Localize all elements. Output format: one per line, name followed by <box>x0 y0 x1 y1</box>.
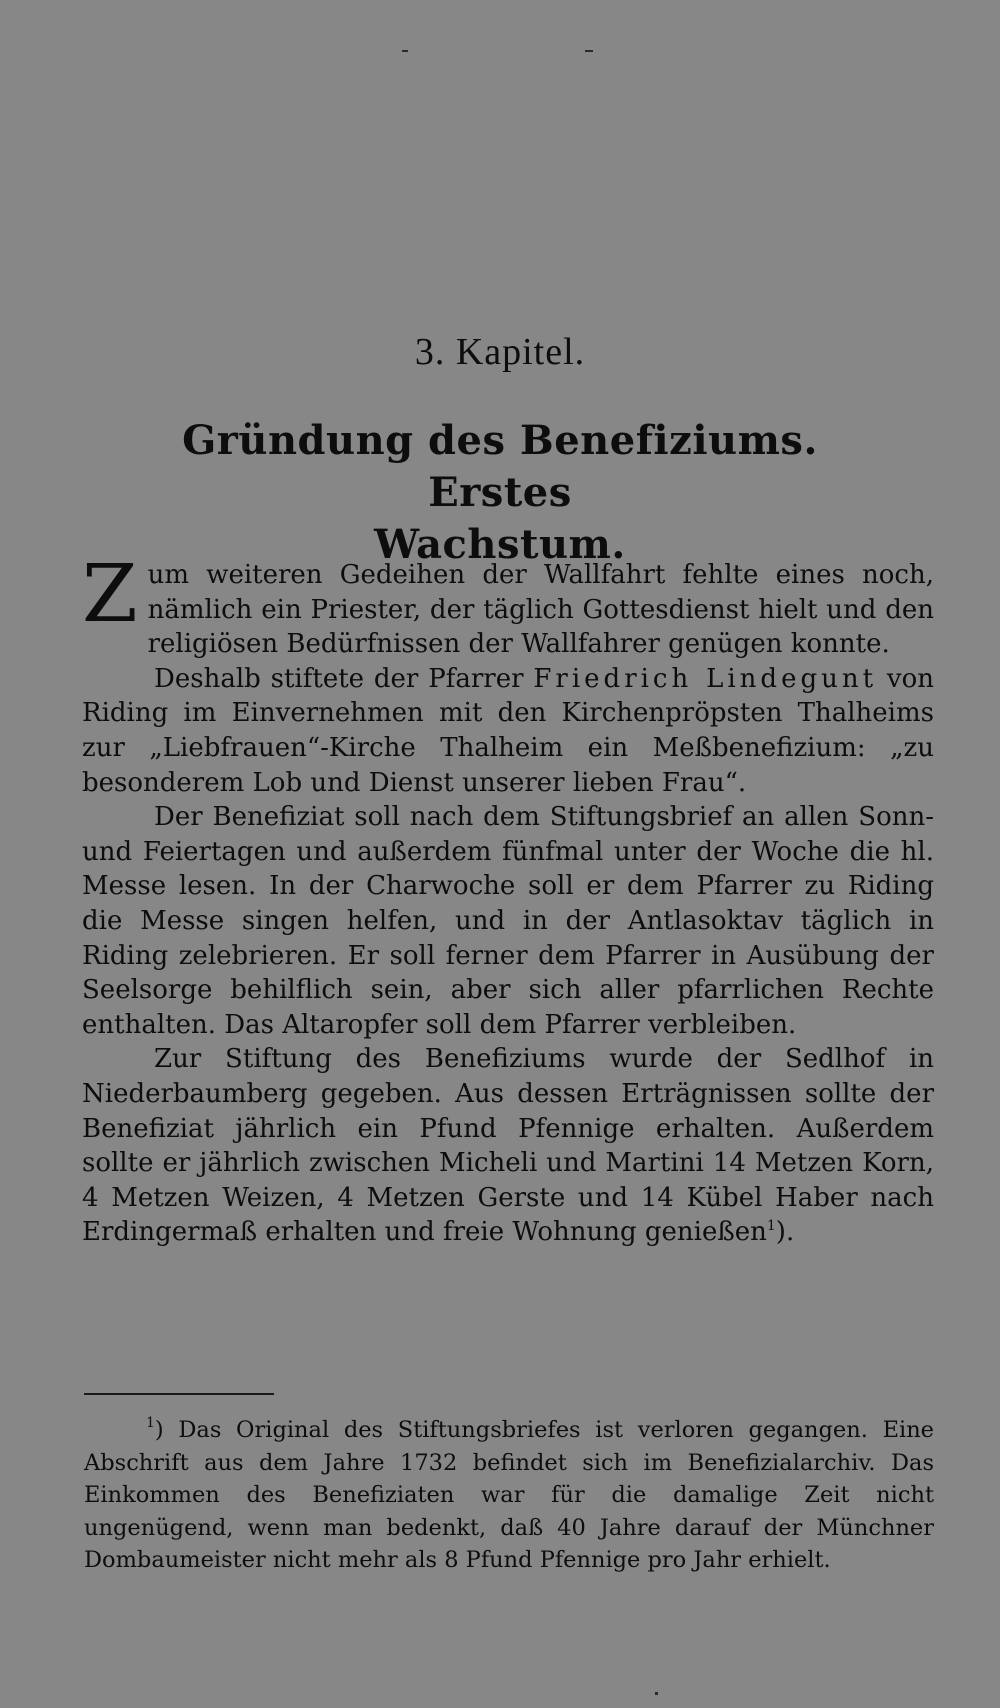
paragraph-4-text: Zur Stiftung des Benefiziums wurde der Sedlhof in Niederbaumberg gegeben. Aus dessen Erträgnissen sollte der Benefiziat jährlich ein Pfund Pfennige erhalten. Außerdem sollte er jährlich zwischen Micheli und Martini 14 Metzen Korn, 4 Metzen Weizen, 4 Metzen Gerste und 14 Kübel Haber nach Erdingermaß erhalten und freie Wohnung genießen <box>82 1044 934 1248</box>
paragraph-4 <box>82 1042 934 1250</box>
footnote-marker: 1 <box>146 1415 155 1431</box>
founder-name: Friedrich Lindegunt <box>533 663 878 694</box>
paragraph-2-text-end: von Riding im Einvernehmen mit den Kirchenpröpsten Thalheims zur „Liebfrauen“-Kirche Thalheim ein Meßbenefizium: „zu besonderem Lob und Dienst unserer lieben Frau“. <box>82 663 934 798</box>
drop-cap: Z <box>82 547 138 640</box>
paragraph-3: Der Benefiziat soll nach dem Stiftungsbrief an allen Sonn- und Feiertagen und außerdem fünfmal unter der Woche die hl. Messe lesen. In der Charwoche soll er dem Pfarrer zu Riding die Messe singen helfen, und in der Antlasoktav täglich in Riding zelebrieren. Er soll ferner dem Pfarrer in Ausübung der Seelsorge behilflich sein, aber sich aller pfarrlichen Rechte enthalten. Das Altaropfer soll dem Pfarrer verbleiben. <box>82 802 934 1040</box>
paragraph-2-text-start: Deshalb stiftete der Pfarrer <box>154 663 534 694</box>
scan-speck <box>402 50 408 52</box>
chapter-number: 3. Kapitel. <box>414 331 586 373</box>
chapter-title <box>120 415 880 571</box>
scan-speck <box>655 1692 658 1695</box>
paragraph-1-text: um weiteren Gedeihen der Wallfahrt fehlte eines noch, nämlich ein Priester, der täglich Gottesdienst hielt und den religiösen Bedürfnissen der Wallfahrer genügen konnte. <box>147 560 934 660</box>
footnote-reference: 1 <box>766 1218 776 1235</box>
paragraph-1 <box>82 547 934 662</box>
footnote-1-text: ) Das Original des Stiftungsbriefes ist verloren gegangen. Eine Abschrift aus dem Jahre 1732 befindet sich im Benefizialarchiv. Das Einkommen des Benefiziaten war für die damalige Zeit nicht ungenügend, wenn man bedenkt, daß 40 Jahre darauf der Münchner Dombaumeister nicht mehr als 8 Pfund Pfennige pro Jahr erhielt. <box>84 1417 934 1573</box>
paragraph-4-end: ). <box>775 1217 795 1248</box>
footnote-1 <box>84 1414 934 1577</box>
footnote-divider <box>84 1393 274 1395</box>
scan-speck <box>585 50 593 52</box>
chapter-title-line-1: Gründung des Benefiziums. Erstes <box>182 417 818 516</box>
chapter-title-line-2: Wachstum. <box>374 521 626 568</box>
footnotes <box>84 1414 934 1577</box>
paragraph-2 <box>82 662 934 800</box>
body-text <box>82 547 934 1250</box>
